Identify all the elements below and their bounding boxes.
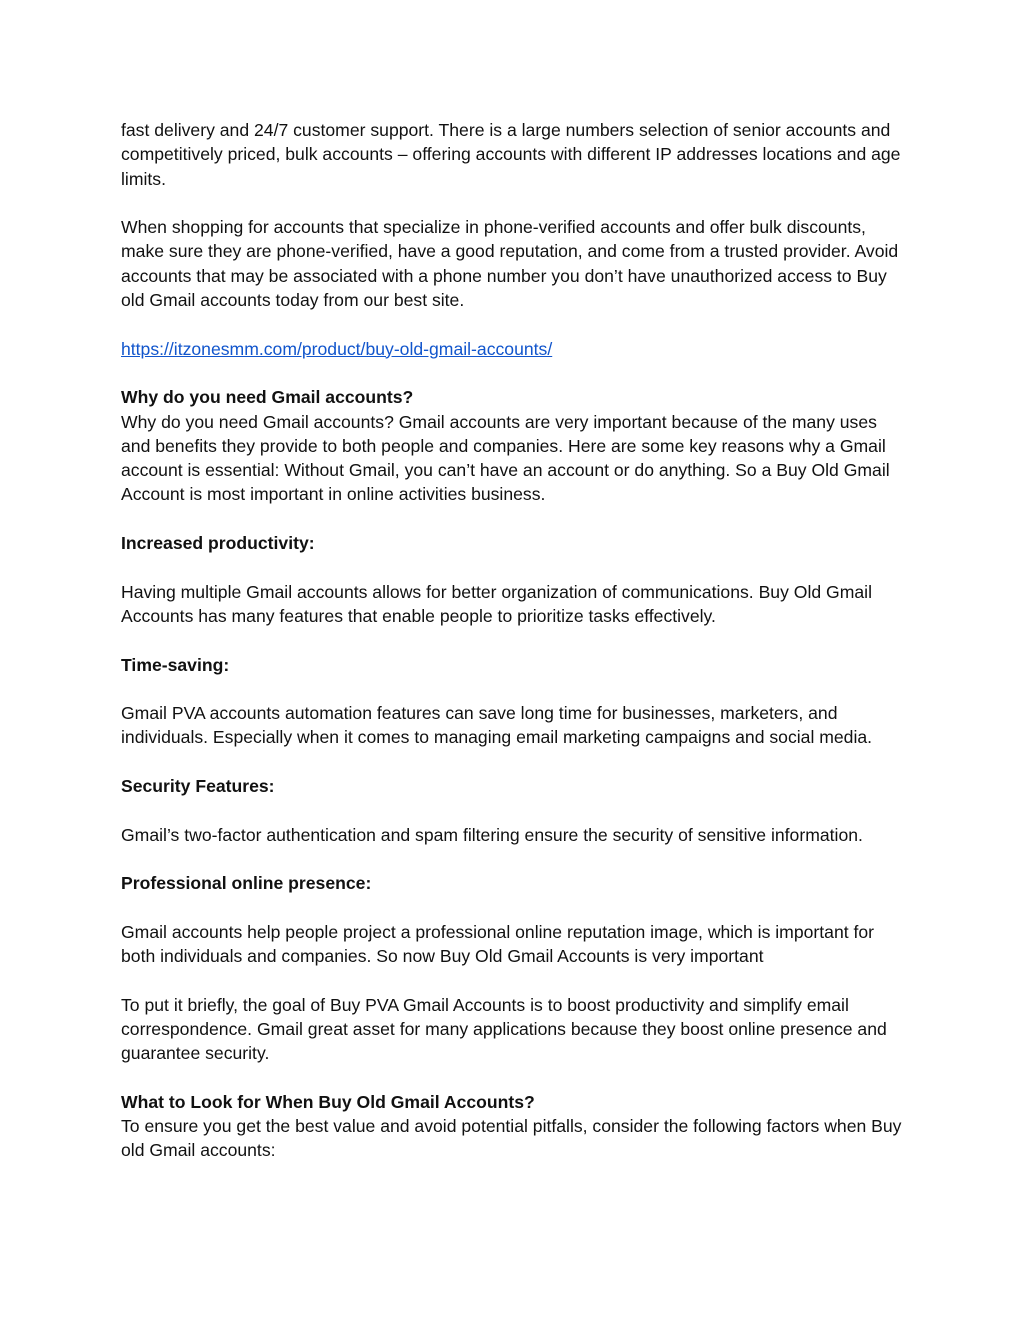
paragraph-what-to-look-for: To ensure you get the best value and avoid potential pitfalls, consider the following factors when Buy old Gmail accounts:: [121, 1116, 902, 1161]
paragraph-intro: fast delivery and 24/7 customer support. There is a large numbers selection of senior accounts and competitively priced, bulk accounts – offering accounts with different IP addresses locations and age limits.: [121, 120, 901, 189]
paragraph-shopping: When shopping for accounts that specialize in phone-verified accounts and offer bulk discounts, make sure they are phone-verified, have a good reputation, and come from a trusted provider. Avoid accounts that may be associated with a phone number you don’t have unauthorized access to Buy old Gmail accounts today from our best site.: [121, 217, 899, 311]
heading-why-gmail: Why do you need Gmail accounts?: [121, 387, 414, 408]
heading-increased-productivity: Increased productivity:: [121, 533, 315, 554]
paragraph-professional-presence: Gmail accounts help people project a professional online reputation image, which is important for both individuals and companies. So now Buy Old Gmail Accounts is very important: [121, 921, 875, 967]
paragraph-why-gmail: Why do you need Gmail accounts? Gmail accounts are very important because of the many uses and benefits they provide to both people and companies. Here are some key reasons why a Gmail account is essential: Without Gmail, you can’t have an account or do anything. So a Buy Old Gmail Account is most important in online activities business.: [121, 411, 890, 505]
heading-time-saving: Time-saving:: [121, 654, 230, 675]
heading-what-to-look-for: What to Look for When Buy Old Gmail Accounts?: [121, 1091, 535, 1112]
paragraph-summary: To put it briefly, the goal of Buy PVA Gmail Accounts is to boost productivity and simplify email correspondence. Gmail great asset for many applications because they boost online presence and guarantee security.: [121, 994, 887, 1064]
document-body: [121, 118, 906, 1163]
link-paragraph: [121, 337, 906, 361]
product-link[interactable]: https://itzonesmm.com/product/buy-old-gmail-accounts/: [121, 338, 553, 359]
paragraph-time-saving: Gmail PVA accounts automation features can save long time for businesses, marketers, and individuals. Especially when it comes to managing email marketing campaigns and social media.: [121, 703, 873, 748]
heading-professional-presence: Professional online presence:: [121, 873, 372, 894]
heading-security-features: Security Features:: [121, 776, 275, 797]
paragraph-increased-productivity: Having multiple Gmail accounts allows for better organization of communications. Buy Old Gmail Accounts has many features that enable people to prioritize tasks effectively.: [121, 581, 872, 626]
paragraph-security-features: Gmail’s two-factor authentication and spam filtering ensure the security of sensitive information.: [121, 824, 863, 845]
